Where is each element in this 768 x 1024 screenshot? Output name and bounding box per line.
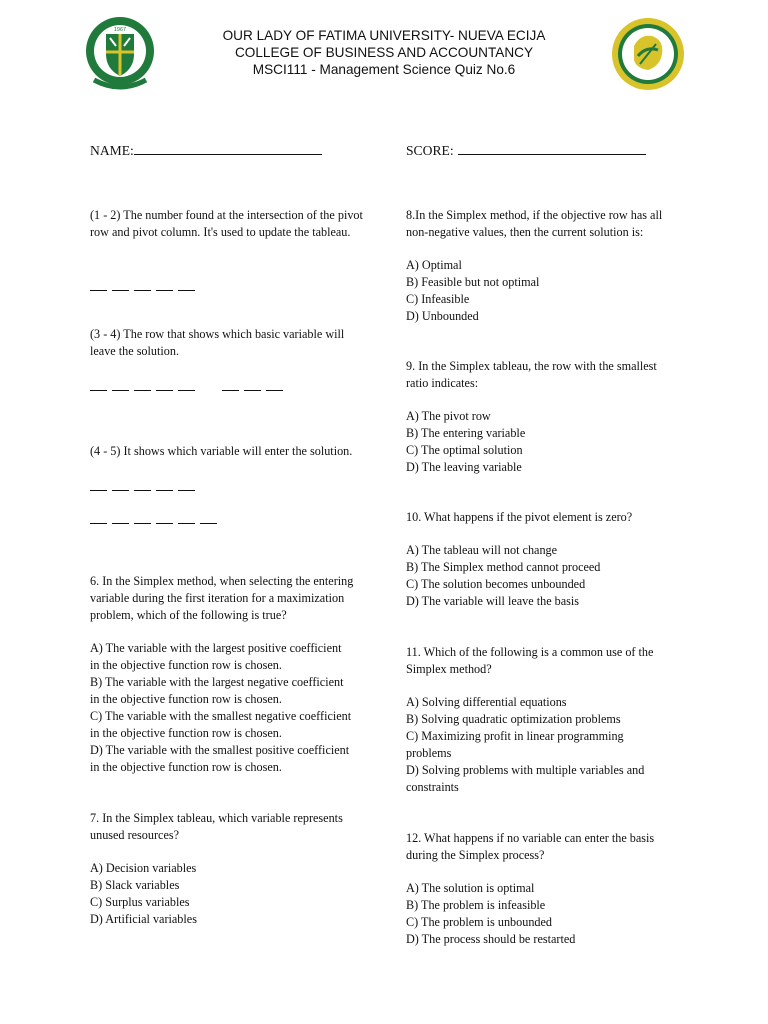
question-text: (1 - 2) The number found at the intersection of the pivot row and pivot column. It's used to update the tableau. [90,208,363,239]
question-10 [406,509,678,610]
question-text: 7. In the Simplex tableau, which variable represents unused resources? [90,811,343,842]
score-line[interactable] [458,140,646,155]
option[interactable]: C) Infeasible [406,292,470,306]
question-text: 9. In the Simplex tableau, the row with the smallest ratio indicates: [406,359,657,390]
option[interactable]: B) Feasible but not optimal [406,275,540,289]
option[interactable]: A) The solution is optimal [406,881,535,895]
question-text: (3 - 4) The row that shows which basic variable will leave the solution. [90,327,345,358]
score-label: SCORE: [406,143,454,158]
option: in the objective function row is chosen. [90,658,282,672]
option[interactable]: B) The problem is infeasible [406,898,546,912]
option: in the objective function row is chosen. [90,692,282,706]
question-text: 10. What happens if the pivot element is zero? [406,510,633,524]
option[interactable]: C) The variable with the smallest negative coefficient [90,709,352,723]
university-seal-logo [84,14,156,92]
question-9 [406,358,678,476]
option[interactable]: D) Solving problems with multiple variables and [406,763,645,777]
option: constraints [406,780,459,794]
university-name: OUR LADY OF FATIMA UNIVERSITY- NUEVA ECIJA [222,28,546,43]
answer-blanks-5[interactable] [90,523,230,535]
option[interactable]: D) Unbounded [406,309,479,323]
question-3-4 [90,326,368,360]
option[interactable]: D) The leaving variable [406,460,522,474]
option[interactable]: D) The process should be restarted [406,932,576,946]
option[interactable]: A) The tableau will not change [406,543,558,557]
question-text: 8.In the Simplex method, if the objective row has all non-negative values, then the current solution is: [406,208,663,239]
answer-blanks-3-4[interactable] [90,390,290,402]
option[interactable]: D) The variable will leave the basis [406,594,580,608]
options-list [406,408,678,476]
college-seal-logo [610,16,686,92]
option[interactable]: B) The Simplex method cannot proceed [406,560,601,574]
option: in the objective function row is chosen. [90,760,282,774]
option[interactable]: C) The optimal solution [406,443,523,457]
question-text: 11. Which of the following is a common use of the Simplex method? [406,645,654,676]
college-name: COLLEGE OF BUSINESS AND ACCOUNTANCY [234,45,534,60]
options-list [406,257,678,325]
option: problems [406,746,452,760]
question-1-2 [90,207,368,241]
question-text: 12. What happens if no variable can enter the basis during the Simplex process? [406,831,655,862]
question-6 [90,573,368,776]
option[interactable]: A) Decision variables [90,861,197,875]
svg-text:1967: 1967 [113,27,127,33]
name-line[interactable] [134,140,322,155]
question-4-5 [90,443,368,460]
name-field[interactable] [90,140,322,159]
question-text: 6. In the Simplex method, when selecting the entering variable during the first iteration for a maximization problem, which of the following is true? [90,574,354,622]
options-list [406,694,678,796]
answer-blanks-1-2[interactable] [90,290,210,302]
option[interactable]: C) The solution becomes unbounded [406,577,586,591]
score-field[interactable] [406,140,646,159]
option[interactable]: C) Surplus variables [90,895,190,909]
name-label: NAME: [90,143,134,158]
document-header [190,27,578,78]
options-list [406,542,678,610]
question-8 [406,207,678,325]
option[interactable]: A) Optimal [406,258,462,272]
answer-blanks-4[interactable] [90,490,210,502]
option[interactable]: C) The problem is unbounded [406,915,553,929]
options-list [90,860,368,928]
option[interactable]: D) The variable with the smallest positive coefficient [90,743,350,757]
option: in the objective function row is chosen. [90,726,282,740]
question-7 [90,810,368,928]
option[interactable]: B) The variable with the largest negative coefficient [90,675,344,689]
question-12 [406,830,678,948]
option[interactable]: A) The pivot row [406,409,491,423]
option[interactable]: B) The entering variable [406,426,526,440]
option[interactable]: B) Solving quadratic optimization problems [406,712,621,726]
question-11 [406,644,678,796]
question-text: (4 - 5) It shows which variable will enter the solution. [90,444,353,458]
option[interactable]: A) Solving differential equations [406,695,567,709]
option[interactable]: C) Maximizing profit in linear programming [406,729,624,743]
option[interactable]: A) The variable with the largest positive coefficient [90,641,342,655]
option[interactable]: B) Slack variables [90,878,180,892]
options-list [90,640,368,776]
quiz-title: MSCI111 - Management Science Quiz No.6 [252,62,516,77]
options-list [406,880,678,948]
option[interactable]: D) Artificial variables [90,912,197,926]
